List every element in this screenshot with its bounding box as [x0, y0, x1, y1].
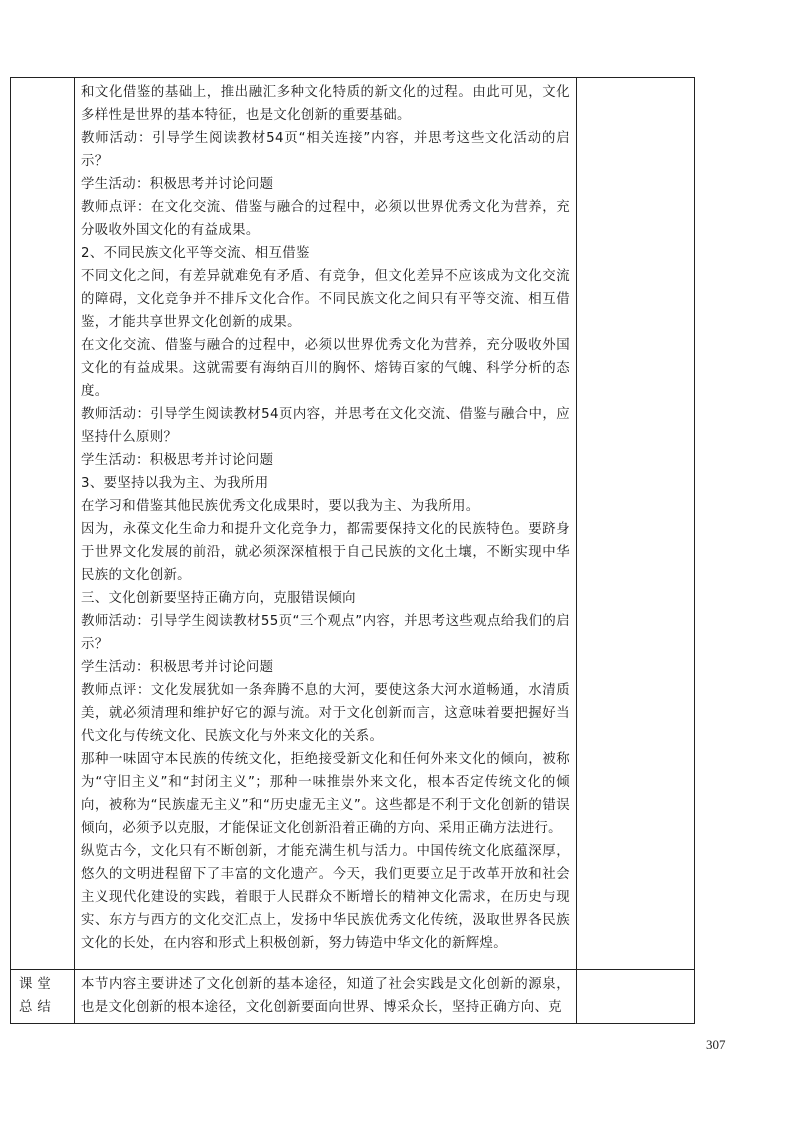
content-cell [75, 78, 577, 970]
teacher-activity-paragraph: 教师活动：引导学生阅读教材54页“相关连接”内容，并思考这些文化活动的启示？ [81, 131, 570, 169]
section-heading: 3、要坚持以我为主、为我所用 [81, 476, 269, 491]
notes-cell [577, 78, 695, 970]
section-heading: 三、文化创新要坚持正确方向，克服错误倾向 [81, 591, 356, 606]
content-paragraph: 在学习和借鉴其他民族优秀文化成果时，要以我为主、为我所用。 [81, 499, 480, 514]
content-paragraph: 和文化借鉴的基础上，推出融汇多种文化特质的新文化的过程。由此可见，文化多样性是世界的基本特征，也是文化创新的重要基础。 [81, 85, 570, 123]
teacher-activity-paragraph: 教师活动：引导学生阅读教材54页内容，并思考在文化交流、借鉴与融合中，应坚持什么原则？ [81, 407, 570, 445]
student-activity-paragraph: 学生活动：积极思考并讨论问题 [81, 453, 274, 468]
summary-label-cell: 课堂总结 [11, 970, 75, 1024]
lesson-plan-table [10, 77, 695, 1024]
content-paragraph: 不同文化之间，有差异就难免有矛盾、有竞争，但文化差异不应该成为文化交流的障碍，文化竞争并不排斥文化合作。不同民族文化之间只有平等交流、相互借鉴，才能共享世界文化创新的成果。 [81, 269, 570, 330]
teacher-comment-paragraph: 教师点评：文化发展犹如一条奔腾不息的大河，要使这条大河水道畅通，水清质美，就必须清理和维护好它的源与流。对于文化创新而言，这意味着要把握好当代文化与传统文化、民族文化与外来文化的关系。 [81, 683, 570, 744]
table-row-main [11, 78, 695, 970]
student-activity-paragraph: 学生活动：积极思考并讨论问题 [81, 177, 274, 192]
summary-notes-cell [577, 970, 695, 1024]
student-activity-paragraph: 学生活动：积极思考并讨论问题 [81, 660, 274, 675]
content-paragraph: 在文化交流、借鉴与融合的过程中，必须以世界优秀文化为营养，充分吸收外国文化的有益成果。这就需要有海纳百川的胸怀、熔铸百家的气魄、科学分析的态度。 [81, 338, 570, 399]
label-cell-empty [11, 78, 75, 970]
teacher-activity-paragraph: 教师活动：引导学生阅读教材55页“三个观点”内容，并思考这些观点给我们的启示？ [81, 614, 570, 652]
content-paragraph: 因为，永葆文化生命力和提升文化竞争力，都需要保持文化的民族特色。要跻身于世界文化发展的前沿，就必须深深植根于自己民族的文化土壤，不断实现中华民族的文化创新。 [81, 522, 570, 583]
content-paragraph: 纵览古今，文化只有不断创新，才能充满生机与活力。中国传统文化底蕴深厚，悠久的文明进程留下了丰富的文化遗产。今天，我们更要立足于改革开放和社会主义现代化建设的实践，着眼于人民群众不断增长的精神文化需求，在历史与现实、东方与西方的文化交汇点上，发扬中华民族优秀文化传统，汲取世界各民族文化的长处，在内容和形式上积极创新，努力铸造中华文化的新辉煌。 [81, 844, 570, 951]
teacher-comment-paragraph: 教师点评：在文化交流、借鉴与融合的过程中，必须以世界优秀文化为营养，充分吸收外国文化的有益成果。 [81, 200, 570, 238]
content-paragraph: 那种一味固守本民族的传统文化，拒绝接受新文化和任何外来文化的倾向，被称为“守旧主义”和“封闭主义”；那种一味推崇外来文化，根本否定传统文化的倾向，被称为“民族虚无主义”和“历史虚无主义”。这些都是不利于文化创新的错误倾向，必须予以克服，才能保证文化创新沿着正确的方向、采用正确方法进行。 [81, 752, 570, 836]
table-row-summary [11, 970, 695, 1024]
section-heading: 2、不同民族文化平等交流、相互借鉴 [81, 246, 310, 261]
page-number: 307 [706, 1037, 726, 1052]
summary-text-cell: 本节内容主要讲述了文化创新的基本途径，知道了社会实践是文化创新的源泉，也是文化创新的根本途径，文化创新要面向世界、博采众长，坚持正确方向、克 [75, 970, 577, 1024]
